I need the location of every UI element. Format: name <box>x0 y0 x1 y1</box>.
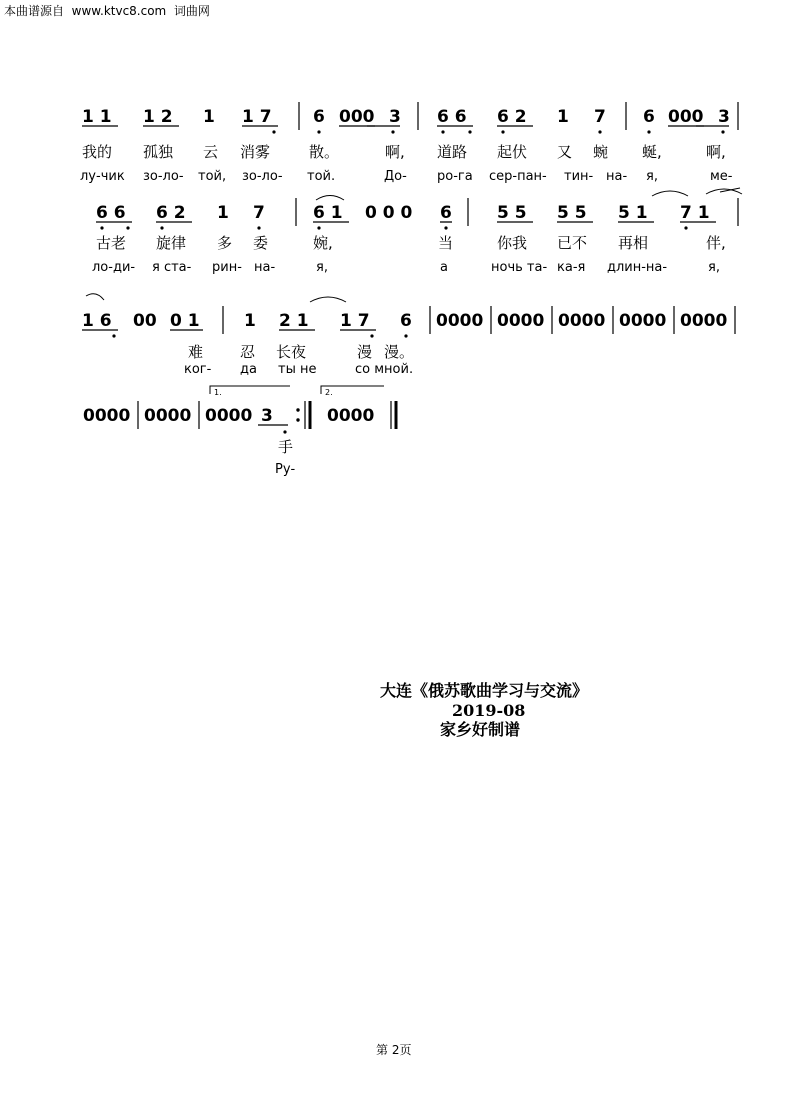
lyric-ru: ночь та- <box>491 260 548 275</box>
note: 7 <box>594 107 606 127</box>
lyric-ru: До- <box>384 169 407 184</box>
lyric-cn: 手 <box>278 438 294 456</box>
lyric-ru: ло-ди- <box>92 260 136 275</box>
note: 6 <box>440 203 452 223</box>
lyric-cn: 漫。 <box>384 343 415 361</box>
score-row-1 <box>80 102 738 184</box>
lyric-ru: лу-чик <box>80 169 125 184</box>
note: 1 2 <box>143 107 173 127</box>
score-row-3 <box>82 294 735 377</box>
lyric-cn: 起伏 <box>497 143 528 161</box>
lyric-cn: 消雾 <box>240 143 271 161</box>
note: 5 5 <box>557 203 587 223</box>
rest-measure: 0000 <box>680 311 728 331</box>
rest-measure: 0000 <box>558 311 606 331</box>
lyric-ru: я ста- <box>152 260 192 275</box>
volta-1-label: 1. <box>214 388 222 397</box>
lyric-ru: я, <box>316 260 328 275</box>
rest-measure: 0000 <box>327 406 375 426</box>
note: 6 6 <box>437 107 467 127</box>
note: 1 <box>203 107 215 127</box>
lyric-cn: 当 <box>438 234 454 252</box>
lyric-cn: 孤独 <box>143 143 174 161</box>
header-source: 本曲谱源自 <box>4 4 65 18</box>
rest-measure: 0000 <box>205 406 253 426</box>
note: 6 <box>313 107 325 127</box>
header-url[interactable]: www.ktvc8.com <box>71 4 167 18</box>
lyric-ru: ка-я <box>557 260 586 275</box>
slur <box>652 191 688 196</box>
credit-date: 2019-08 <box>452 701 526 720</box>
lyric-cn: 道路 <box>437 143 468 161</box>
lyric-ru: а <box>440 260 448 275</box>
lyric-cn: 云 <box>203 143 219 161</box>
lyric-ru: я, <box>708 260 720 275</box>
slur <box>316 196 344 201</box>
credits <box>380 681 588 739</box>
rest-measure: 0000 <box>83 406 131 426</box>
lyric-ru: длин-на- <box>607 260 668 275</box>
slur <box>310 297 346 302</box>
note: 5 5 <box>497 203 527 223</box>
note: 1 7 <box>242 107 272 127</box>
lyric-cn: 难 <box>188 343 204 361</box>
note: 7 <box>253 203 265 223</box>
lyric-ru: я, <box>646 169 658 184</box>
lyric-ru: ког- <box>184 362 212 377</box>
score-row-4 <box>83 386 396 477</box>
note: 000 <box>339 107 375 127</box>
note: 0 1 <box>170 311 200 331</box>
lyric-ru: ме- <box>710 169 733 184</box>
lyric-cn: 漫 <box>357 343 373 361</box>
volta-bracket-1 <box>210 386 290 394</box>
lyric-cn: 蜿 <box>593 143 609 161</box>
lyric-ru: зо-ло- <box>143 169 184 184</box>
note: 3 <box>261 406 273 426</box>
slur <box>86 294 104 300</box>
lyric-cn: 忍 <box>240 343 256 361</box>
lyric-cn: 婉, <box>313 234 333 252</box>
note: 6 <box>643 107 655 127</box>
octave-dots <box>272 130 724 133</box>
note: 3 <box>389 107 401 127</box>
rest-measure: 0000 <box>497 311 545 331</box>
lyric-ru: да <box>240 362 257 377</box>
lyric-ru: сер-пан- <box>489 169 547 184</box>
note: 0 0 0 <box>365 203 413 223</box>
lyric-cn: 散。 <box>309 143 340 161</box>
lyric-ru: на- <box>606 169 628 184</box>
lyric-ru: со мной. <box>355 362 414 377</box>
note: 7 1 <box>680 203 710 223</box>
lyric-cn: 我的 <box>82 143 113 161</box>
rest-measure: 0000 <box>144 406 192 426</box>
lyric-cn: 啊, <box>706 143 726 161</box>
note: 1 <box>244 311 256 331</box>
repeat-end-sign <box>296 401 310 429</box>
octave-dot <box>283 430 286 433</box>
note: 6 1 <box>313 203 343 223</box>
credit-group: 大连《俄苏歌曲学习与交流》 <box>380 681 589 700</box>
lyric-cn: 啊, <box>385 143 405 161</box>
lyric-ru: рин- <box>212 260 242 275</box>
volta-2-label: 2. <box>325 388 333 397</box>
note: 1 <box>217 203 229 223</box>
rest-measure: 0000 <box>436 311 484 331</box>
note: 2 1 <box>279 311 309 331</box>
lyric-cn: 多 <box>217 234 233 252</box>
lyric-ru: ты не <box>278 362 317 377</box>
note: 5 1 <box>618 203 648 223</box>
lyric-ru: той. <box>307 169 336 184</box>
note: 1 6 <box>82 311 112 331</box>
header-site: 词曲网 <box>173 4 210 18</box>
octave-dots <box>100 226 687 229</box>
lyric-cn: 旋律 <box>156 234 187 252</box>
note: 6 2 <box>156 203 186 223</box>
lyric-cn: 已不 <box>557 234 588 252</box>
lyric-cn: 再相 <box>618 234 649 252</box>
lyric-ru: на- <box>254 260 276 275</box>
final-barline <box>391 401 396 429</box>
octave-dots <box>112 334 407 337</box>
note: 1 1 <box>82 107 112 127</box>
lyric-cn: 长夜 <box>276 343 307 361</box>
lyric-cn: 古老 <box>96 234 127 252</box>
lyric-cn: 委 <box>253 234 269 252</box>
note: 6 <box>400 311 412 331</box>
note: 1 7 <box>340 311 370 331</box>
note: 6 6 <box>96 203 126 223</box>
lyric-cn: 你我 <box>497 234 528 252</box>
lyric-cn: 伴, <box>706 234 726 252</box>
lyric-cn: 蜒, <box>642 143 662 161</box>
lyric-ru: зо-ло- <box>242 169 283 184</box>
note: 1 <box>557 107 569 127</box>
page-number: 第 2页 <box>376 1043 412 1057</box>
lyric-cn: 又 <box>557 143 573 161</box>
note: 3 <box>718 107 730 127</box>
note: 000 <box>668 107 704 127</box>
note: 6 2 <box>497 107 527 127</box>
credit-arranger: 家乡好制谱 <box>440 720 521 739</box>
lyric-ru: ро-га <box>437 169 473 184</box>
note: 00 <box>133 311 157 331</box>
rest-measure: 0000 <box>619 311 667 331</box>
lyric-ru: той, <box>198 169 227 184</box>
lyric-ru: тин- <box>564 169 594 184</box>
score-row-2 <box>92 188 742 275</box>
lyric-ru: Ру- <box>275 462 296 477</box>
